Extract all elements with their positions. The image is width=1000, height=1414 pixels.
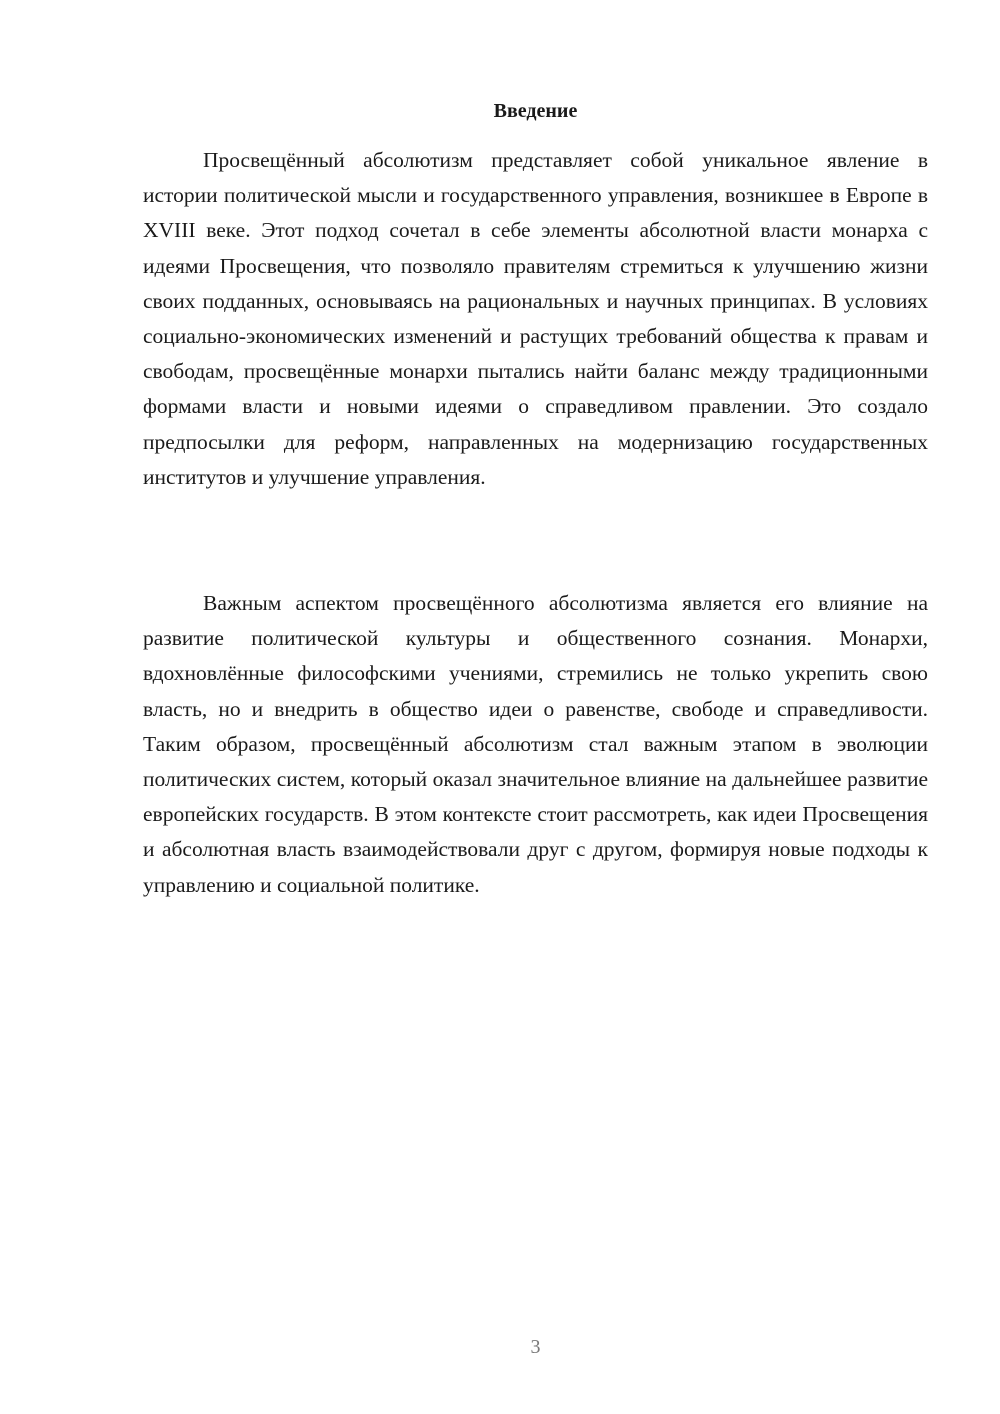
page-number: 3 — [530, 1336, 541, 1358]
paragraph-1: Просвещённый абсолютизм представляет собой уникальное явление в истории политической мысли и государственного управления, возникшее в Европе в XVIII веке. Этот подход сочетал в себе элементы абсолютной власти монарха с идеями Просвещения, что позволяло правителям стремиться к улучшению жизни своих подданных, основываясь на рациональных и научных принципах. В условиях социально-экономических изменений и растущих требований общества к правам и свободам, просвещённые монархи пытались найти баланс между традиционными формами власти и новыми идеями о справедливом правлении. Это создало предпосылки для реформ, направленных на модернизацию государственных институтов и улучшение управления. — [143, 148, 928, 489]
paragraph-2: Важным аспектом просвещённого абсолютизма является его влияние на развитие политической культуры и общественного сознания. Монархи, вдохновлённые философскими учениями, стремились не только укрепить свою власть, но и внедрить в общество идеи о равенстве, свободе и справедливости. Таким образом, просвещённый абсолютизм стал важным этапом в эволюции политических систем, который оказал значительное влияние на дальнейшее развитие европейских государств. В этом контексте стоит рассмотреть, как идеи Просвещения и абсолютная власть взаимодействовали друг с другом, формируя новые подходы к управлению и социальной политике. — [143, 591, 928, 897]
section-title: Введение — [493, 100, 578, 122]
